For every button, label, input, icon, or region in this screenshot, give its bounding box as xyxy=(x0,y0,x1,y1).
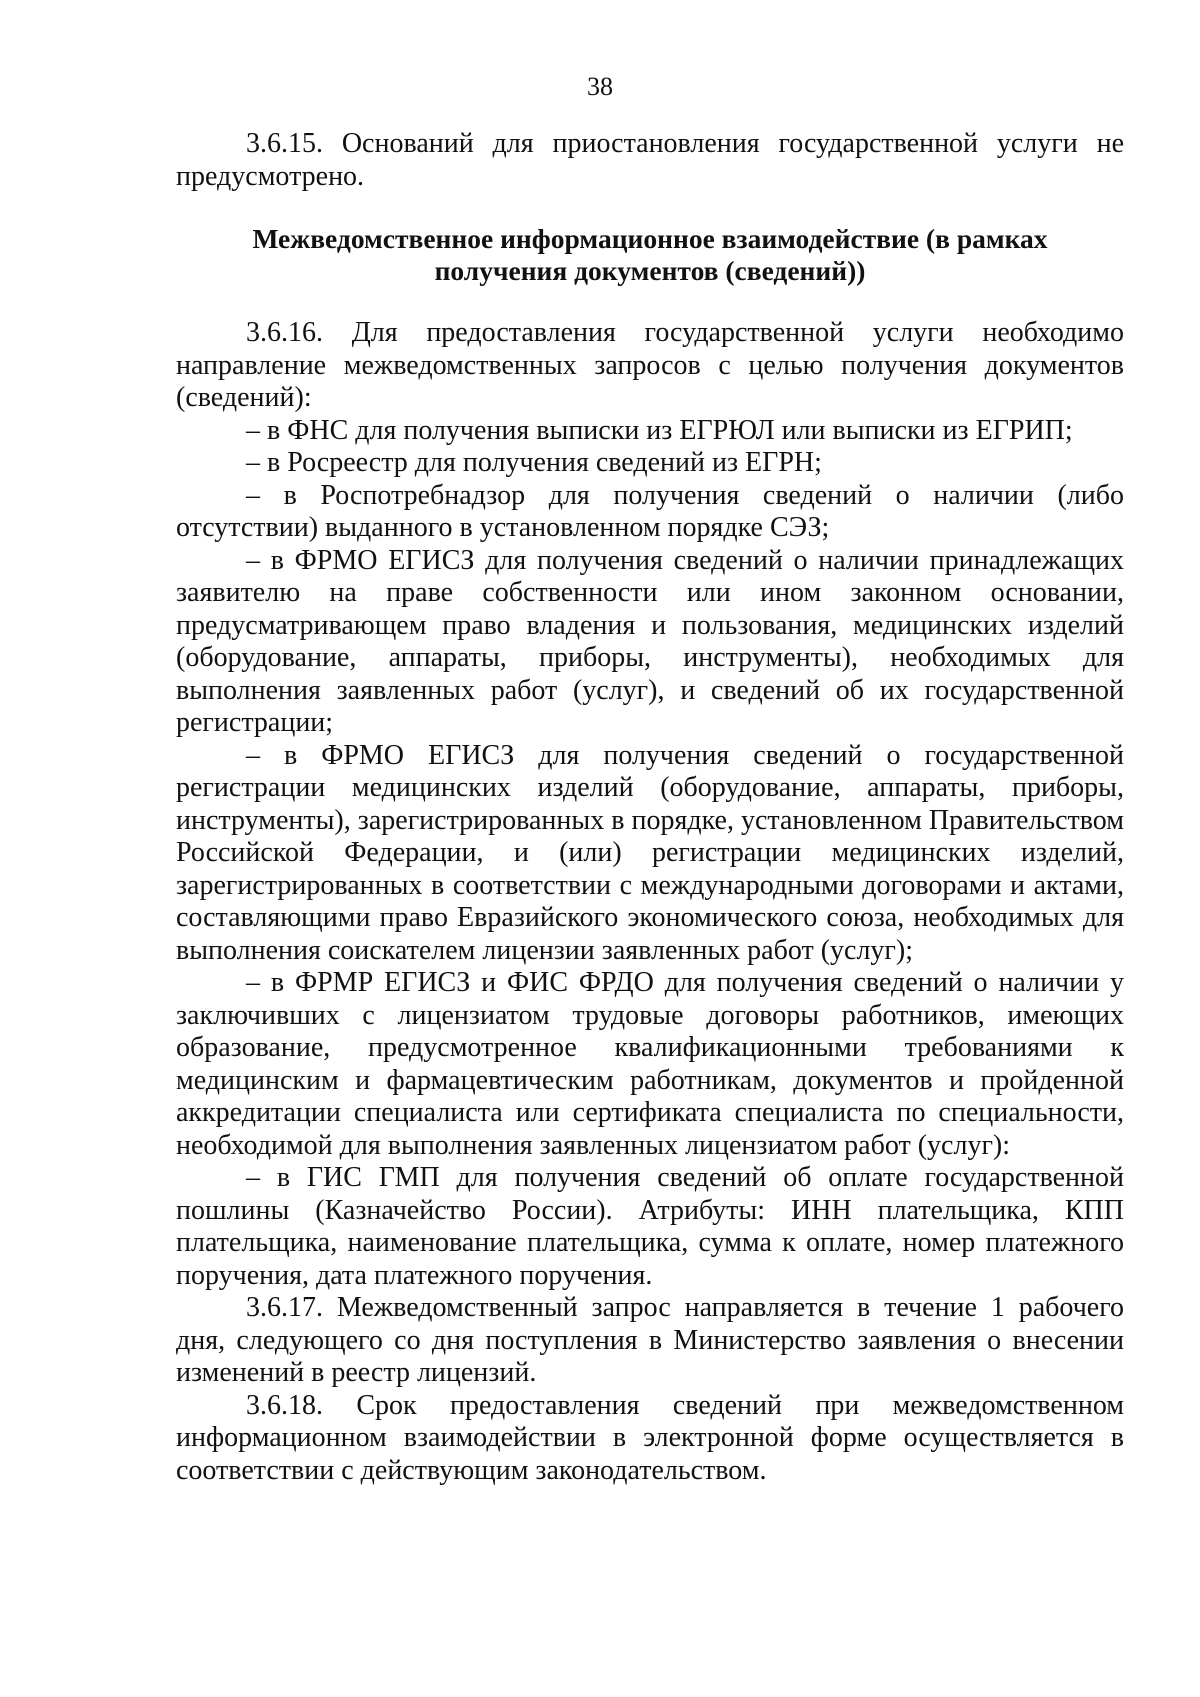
section-heading-line-1: Межведомственное информационное взаимодействие (в рамках xyxy=(252,223,1048,254)
section-heading xyxy=(176,223,1124,287)
page-number: 38 xyxy=(587,72,613,101)
paragraph-3-6-17: 3.6.17. Межведомственный запрос направляется в течение 1 рабочего дня, следующего со дня поступления в Министерство заявления о внесении изменений в реестр лицензий. xyxy=(176,1292,1124,1388)
section-heading-line-2: получения документов (сведений)) xyxy=(434,255,866,286)
list-item-frmr-fis: – в ФРМР ЕГИСЗ и ФИС ФРДО для получения сведений о наличии у заключивших с лицензиатом трудовые договоры работников, имеющих образование, предусмотренное квалификационными требованиями к медицинским и фармацевтическим работникам, документов и пройденной аккредитации специалиста или сертификата специалиста по специальности, необходимой для выполнения заявленных лицензиатом работ (услуг): xyxy=(176,967,1124,1161)
paragraph-3-6-15: 3.6.15. Оснований для приостановления государственной услуги не предусмотрено. xyxy=(176,128,1124,192)
paragraph-3-6-18: 3.6.18. Срок предоставления сведений при межведомственном информационном взаимодействии в электронной форме осуществляется в соответствии с действующим законодательством. xyxy=(176,1389,1124,1486)
list-item-frmo-devices: – в ФРМО ЕГИСЗ для получения сведений о наличии принадлежащих заявителю на праве собственности или ином законном основании, предусматривающем право владения и пользования, медицинских изделий (оборудование, аппараты, приборы, инструменты), необходимых для выполнения заявленных работ (услуг), и сведений об их государственной регистрации; xyxy=(176,544,1124,738)
document-body xyxy=(176,128,1124,1487)
list-item-frmo-registration: – в ФРМО ЕГИСЗ для получения сведений о государственной регистрации медицинских изделий (оборудование, аппараты, приборы, инструменты), зарегистрированных в порядке, установленном Правительством Российской Федерации, и (или) регистрации медицинских изделий, зарегистрированных в соответствии с международными договорами и актами, составляющими право Евразийского экономического союза, необходимых для выполнения соискателем лицензии заявленных работ (услуг); xyxy=(176,739,1124,966)
list-item-gis-gmp: – в ГИС ГМП для получения сведений об оплате государственной пошлины (Казначейство России). Атрибуты: ИНН плательщика, КПП плательщика, наименование плательщика, сумма к оплате, номер платежного поручения, дата платежного поручения. xyxy=(176,1162,1124,1291)
list-item-rospotrebnadzor: – в Роспотребнадзор для получения сведений о наличии (либо отсутствии) выданного в установленном порядке СЭЗ; xyxy=(176,479,1124,543)
paragraph-3-6-16: 3.6.16. Для предоставления государственной услуги необходимо направление межведомственных запросов с целью получения документов (сведений): xyxy=(176,317,1124,413)
list-item-rosreestr: – в Росреестр для получения сведений из ЕГРН; xyxy=(246,447,822,478)
list-item-fns: – в ФНС для получения выписки из ЕГРЮЛ или выписки из ЕГРИП; xyxy=(246,414,1073,446)
